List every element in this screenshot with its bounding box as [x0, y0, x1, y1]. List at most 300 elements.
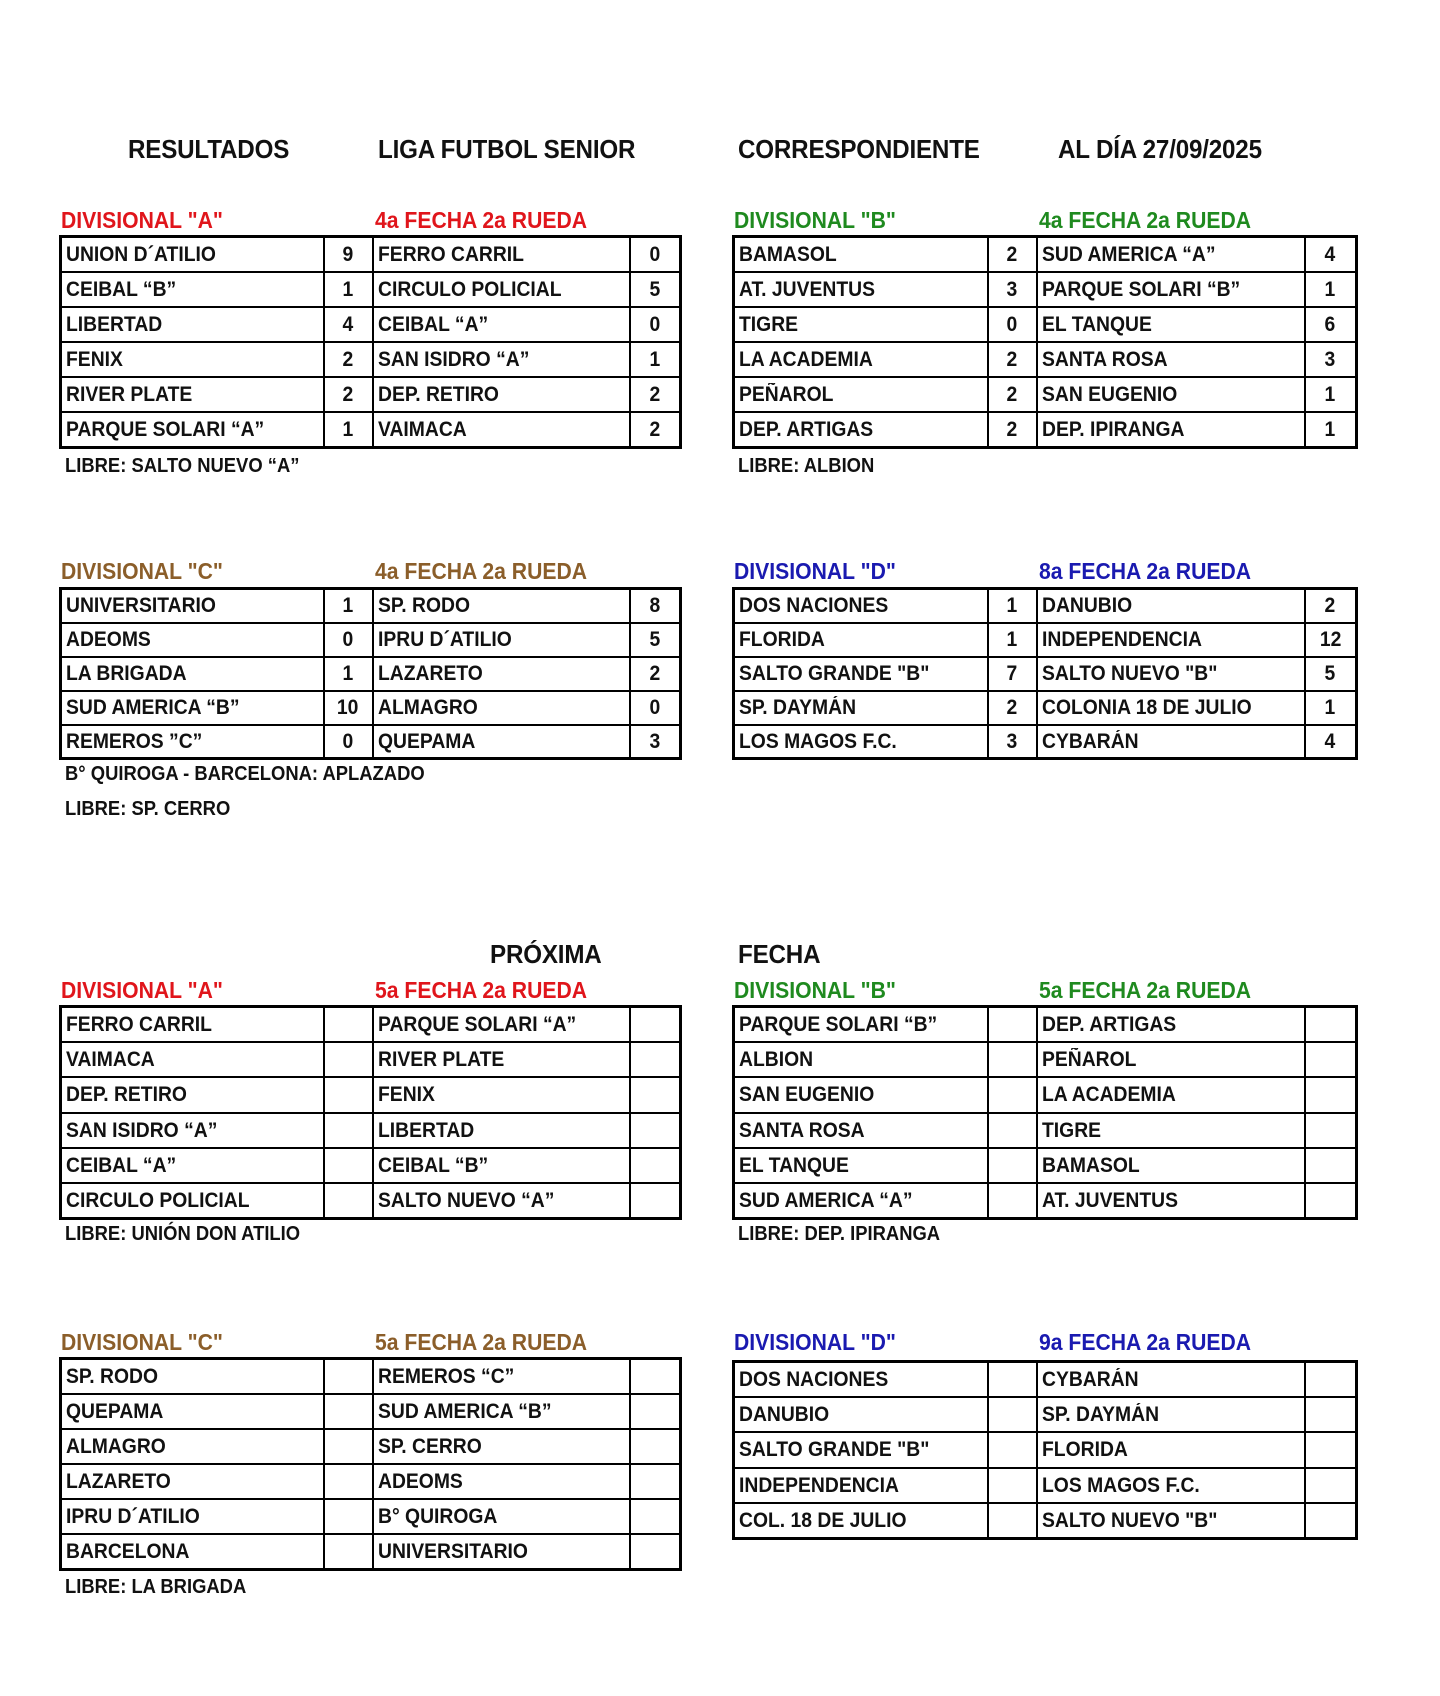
team-away: SP. CERRO: [377, 1434, 482, 1458]
score-home: 1: [1006, 594, 1018, 618]
team-away: SUD AMERICA “B”: [377, 1399, 552, 1423]
score-away: 6: [1324, 312, 1336, 336]
team-home-cell: [61, 342, 324, 377]
team-home-cell: [734, 1397, 988, 1432]
division-note: LIBRE: ALBION: [738, 455, 875, 477]
score-away-cell: [1305, 272, 1357, 307]
team-home: TIGRE: [739, 312, 799, 336]
team-away-cell: [1037, 657, 1305, 691]
round-label: 4a FECHA 2a RUEDA: [375, 207, 588, 233]
team-away: CYBARÁN: [1041, 729, 1139, 753]
score-home: 1: [1006, 628, 1018, 651]
team-home: BARCELONA: [66, 1539, 190, 1563]
team-away: SALTO NUEVO “A”: [377, 1189, 554, 1213]
team-home: ADEOMS: [66, 628, 151, 651]
score-away-cell: [630, 1464, 681, 1499]
division-note: LIBRE: SP. CERRO: [65, 798, 231, 820]
team-away: DEP. RETIRO: [377, 383, 499, 407]
team-home: RIVER PLATE: [66, 383, 193, 407]
score-away: 4: [1324, 729, 1336, 753]
team-home-cell: [734, 1362, 988, 1397]
score-away-cell: [630, 272, 681, 307]
score-home-cell: [324, 412, 373, 447]
team-home-cell: [734, 307, 988, 342]
division-note: LIBRE: DEP. IPIRANGA: [738, 1223, 941, 1245]
team-away-cell: [373, 1042, 630, 1077]
team-home-cell: [61, 377, 324, 412]
team-home: DOS NACIONES: [739, 1367, 889, 1391]
team-home: SP. RODO: [66, 1364, 158, 1388]
team-home: UNION D´ATILIO: [66, 242, 216, 266]
team-home: AT. JUVENTUS: [739, 277, 875, 301]
team-home-cell: [61, 412, 324, 447]
fixtures-div-b-table: [732, 1005, 1358, 1220]
team-home-cell: [734, 1432, 988, 1467]
team-away-cell: [373, 1429, 630, 1464]
team-home-cell: [734, 377, 988, 412]
score-away-cell: [1305, 1468, 1357, 1503]
team-away-cell: [1037, 1432, 1305, 1467]
team-away: LA ACADEMIA: [1041, 1083, 1176, 1107]
match-row: [61, 623, 681, 657]
score-away: 0: [649, 312, 661, 336]
score-home-cell: [988, 589, 1037, 623]
match-row: [61, 1429, 681, 1464]
score-home: 10: [337, 696, 359, 719]
score-away: 12: [1319, 628, 1341, 651]
team-home-cell: [61, 272, 324, 307]
score-away-cell: [1305, 691, 1357, 725]
team-home: COL. 18 DE JULIO: [739, 1509, 907, 1532]
score-away-cell: [1305, 307, 1357, 342]
team-home-cell: [734, 1007, 988, 1042]
team-away-cell: [1037, 1503, 1305, 1538]
team-away: DEP. ARTIGAS: [1041, 1012, 1176, 1036]
team-away: CYBARÁN: [1041, 1367, 1139, 1391]
team-home: CEIBAL “A”: [66, 1154, 177, 1178]
score-away-cell: [1305, 1042, 1357, 1077]
team-home: SALTO GRANDE "B": [739, 1438, 930, 1462]
team-away: RIVER PLATE: [377, 1048, 504, 1072]
match-row: [734, 307, 1357, 342]
division-title: DIVISIONAL "B": [734, 977, 896, 1003]
team-away-cell: [373, 1499, 630, 1534]
score-home-cell: [988, 1503, 1037, 1538]
team-away-cell: [1037, 1183, 1305, 1218]
team-away: BAMASOL: [1041, 1154, 1140, 1178]
division-title: DIVISIONAL "C": [61, 1329, 223, 1355]
division-title: DIVISIONAL "C": [61, 558, 223, 584]
division-title: DIVISIONAL "A": [61, 207, 223, 233]
match-row: [61, 412, 681, 447]
score-home-cell: [324, 1534, 373, 1569]
score-away-cell: [630, 1499, 681, 1534]
score-away-cell: [1305, 1113, 1357, 1148]
team-away: EL TANQUE: [1041, 312, 1152, 336]
match-row: [61, 725, 681, 759]
team-home-cell: [734, 1468, 988, 1503]
team-home-cell: [734, 1183, 988, 1218]
score-away-cell: [1305, 725, 1357, 759]
team-home-cell: [61, 1113, 324, 1148]
score-home-cell: [988, 272, 1037, 307]
team-away-cell: [1037, 691, 1305, 725]
team-home: ALMAGRO: [66, 1434, 166, 1458]
team-home-cell: [734, 412, 988, 447]
header-date: AL DÍA 27/09/2025: [1058, 134, 1262, 164]
score-away: 4: [1324, 242, 1336, 266]
team-away-cell: [373, 1077, 630, 1112]
score-away-cell: [630, 307, 681, 342]
match-row: [61, 1464, 681, 1499]
match-row: [61, 1499, 681, 1534]
match-row: [61, 237, 681, 272]
team-away-cell: [373, 342, 630, 377]
score-home: 1: [342, 594, 354, 618]
team-home-cell: [734, 589, 988, 623]
score-home-cell: [324, 272, 373, 307]
team-away: QUEPAMA: [377, 729, 475, 753]
score-home-cell: [324, 307, 373, 342]
score-home-cell: [988, 1362, 1037, 1397]
score-home-cell: [988, 307, 1037, 342]
team-home-cell: [61, 1534, 324, 1569]
team-home: FLORIDA: [739, 628, 825, 651]
score-home-cell: [324, 623, 373, 657]
team-away: AT. JUVENTUS: [1041, 1189, 1178, 1213]
team-home: LOS MAGOS F.C.: [739, 729, 897, 753]
match-row: [734, 657, 1357, 691]
match-row: [61, 691, 681, 725]
team-home: EL TANQUE: [739, 1154, 849, 1178]
team-away-cell: [373, 307, 630, 342]
score-away: 1: [1324, 696, 1336, 719]
team-away: SP. DAYMÁN: [1041, 1403, 1159, 1427]
team-away-cell: [373, 1534, 630, 1569]
score-away-cell: [630, 623, 681, 657]
results-div-a-table: [59, 235, 682, 449]
score-away: 1: [1324, 383, 1336, 407]
team-home: VAIMACA: [66, 1048, 155, 1072]
team-away: FENIX: [377, 1083, 435, 1107]
team-away-cell: [373, 623, 630, 657]
team-home-cell: [734, 725, 988, 759]
team-away: PARQUE SOLARI “B”: [1041, 277, 1240, 301]
match-row: [61, 589, 681, 623]
team-home-cell: [61, 1394, 324, 1429]
team-away: DANUBIO: [1041, 594, 1132, 618]
score-away-cell: [1305, 657, 1357, 691]
team-away: SP. RODO: [377, 594, 470, 618]
team-home: CEIBAL “B”: [66, 277, 177, 301]
team-home-cell: [61, 1007, 324, 1042]
team-away-cell: [373, 589, 630, 623]
team-home-cell: [61, 725, 324, 759]
team-home: QUEPAMA: [66, 1399, 164, 1423]
team-away: DEP. IPIRANGA: [1041, 418, 1184, 442]
team-home: SUD AMERICA “A”: [739, 1189, 913, 1213]
score-away-cell: [1305, 623, 1357, 657]
match-row: [734, 412, 1357, 447]
score-away-cell: [1305, 1007, 1357, 1042]
team-home: DOS NACIONES: [739, 594, 889, 618]
score-away: 5: [1324, 662, 1336, 685]
team-home-cell: [734, 657, 988, 691]
team-home: BAMASOL: [739, 242, 837, 266]
score-home-cell: [324, 691, 373, 725]
match-row: [61, 1113, 681, 1148]
score-home: 2: [1006, 696, 1018, 719]
team-home: FENIX: [66, 348, 123, 372]
score-away: 5: [649, 277, 661, 301]
team-home: SUD AMERICA “B”: [66, 696, 240, 719]
score-home-cell: [324, 1499, 373, 1534]
match-row: [61, 377, 681, 412]
match-row: [61, 657, 681, 691]
score-home-cell: [324, 725, 373, 759]
score-home: 2: [1006, 418, 1018, 442]
score-home: 2: [342, 383, 354, 407]
score-away: 2: [649, 383, 661, 407]
team-away: COLONIA 18 DE JULIO: [1041, 696, 1252, 719]
team-home: ALBION: [739, 1048, 814, 1072]
score-away: 1: [1324, 277, 1336, 301]
match-row: [61, 1359, 681, 1394]
team-home: SP. DAYMÁN: [739, 696, 857, 719]
score-away-cell: [630, 1429, 681, 1464]
fixtures-div-c-table: [59, 1357, 682, 1571]
team-away: SALTO NUEVO "B": [1041, 662, 1217, 685]
score-away-cell: [1305, 237, 1357, 272]
team-away-cell: [373, 377, 630, 412]
team-away-cell: [373, 1113, 630, 1148]
score-away: 2: [649, 418, 661, 442]
score-away-cell: [1305, 1503, 1357, 1538]
match-row: [734, 1148, 1357, 1183]
team-home: FERRO CARRIL: [66, 1012, 212, 1036]
team-home-cell: [734, 342, 988, 377]
team-away: CEIBAL “B”: [377, 1154, 488, 1178]
score-away-cell: [630, 342, 681, 377]
score-home-cell: [988, 1432, 1037, 1467]
match-row: [61, 1007, 681, 1042]
score-home-cell: [324, 237, 373, 272]
team-home: PEÑAROL: [739, 383, 834, 407]
team-away: SUD AMERICA “A”: [1041, 242, 1216, 266]
score-home-cell: [988, 412, 1037, 447]
team-home: LA BRIGADA: [66, 662, 187, 685]
team-home-cell: [734, 237, 988, 272]
team-home: INDEPENDENCIA: [739, 1473, 899, 1497]
score-home-cell: [988, 1183, 1037, 1218]
score-home: 9: [342, 242, 354, 266]
match-row: [61, 1077, 681, 1112]
match-row: [734, 1042, 1357, 1077]
score-home-cell: [324, 1464, 373, 1499]
match-row: [61, 342, 681, 377]
score-home: 2: [1006, 242, 1018, 266]
score-home-cell: [324, 1183, 373, 1218]
team-home-cell: [734, 272, 988, 307]
score-away-cell: [630, 1183, 681, 1218]
team-away: CIRCULO POLICIAL: [377, 277, 562, 301]
team-away-cell: [1037, 725, 1305, 759]
next-round-heading-2: FECHA: [738, 939, 821, 969]
round-label: 4a FECHA 2a RUEDA: [1039, 207, 1252, 233]
score-away: 0: [649, 696, 661, 719]
team-away-cell: [1037, 1113, 1305, 1148]
team-away: SALTO NUEVO "B": [1041, 1509, 1217, 1532]
match-row: [734, 377, 1357, 412]
score-away-cell: [630, 1007, 681, 1042]
team-home: SAN ISIDRO “A”: [66, 1118, 218, 1142]
score-home-cell: [988, 1077, 1037, 1112]
team-away-cell: [1037, 623, 1305, 657]
division-note: LIBRE: LA BRIGADA: [65, 1576, 247, 1598]
team-home-cell: [61, 1499, 324, 1534]
match-row: [734, 272, 1357, 307]
team-home: SANTA ROSA: [739, 1118, 865, 1142]
team-home-cell: [61, 1077, 324, 1112]
team-away: REMEROS “C”: [377, 1364, 514, 1388]
match-row: [734, 1007, 1357, 1042]
team-home-cell: [61, 307, 324, 342]
score-home-cell: [988, 1148, 1037, 1183]
score-away-cell: [630, 1394, 681, 1429]
score-home-cell: [324, 1007, 373, 1042]
team-home: LIBERTAD: [66, 312, 163, 336]
team-away: PARQUE SOLARI “A”: [377, 1012, 576, 1036]
match-row: [734, 691, 1357, 725]
match-row: [61, 1042, 681, 1077]
team-home: SAN EUGENIO: [739, 1083, 875, 1107]
score-away: 1: [1324, 418, 1336, 442]
team-away: FLORIDA: [1041, 1438, 1128, 1462]
match-row: [61, 1148, 681, 1183]
match-row: [734, 342, 1357, 377]
score-away-cell: [1305, 377, 1357, 412]
team-home-cell: [734, 1148, 988, 1183]
team-away-cell: [1037, 1007, 1305, 1042]
score-home-cell: [324, 342, 373, 377]
match-row: [734, 1468, 1357, 1503]
score-home: 1: [342, 277, 354, 301]
fixtures-div-a-table: [59, 1005, 682, 1220]
team-away: ADEOMS: [377, 1469, 463, 1493]
round-label: 9a FECHA 2a RUEDA: [1039, 1329, 1252, 1355]
team-away-cell: [373, 237, 630, 272]
team-away-cell: [1037, 1468, 1305, 1503]
score-away-cell: [1305, 1432, 1357, 1467]
score-away-cell: [1305, 1148, 1357, 1183]
team-home: CIRCULO POLICIAL: [66, 1189, 250, 1213]
division-title: DIVISIONAL "A": [61, 977, 223, 1003]
team-home-cell: [61, 1359, 324, 1394]
team-home-cell: [734, 1042, 988, 1077]
score-away-cell: [1305, 1362, 1357, 1397]
division-note: LIBRE: SALTO NUEVO “A”: [65, 455, 300, 477]
score-home: 3: [1006, 729, 1018, 753]
team-home: IPRU D´ATILIO: [66, 1504, 200, 1528]
team-away-cell: [1037, 342, 1305, 377]
fixtures-div-d-table: [732, 1360, 1358, 1540]
team-away-cell: [373, 657, 630, 691]
match-row: [61, 1534, 681, 1569]
score-away-cell: [1305, 412, 1357, 447]
team-home-cell: [61, 237, 324, 272]
team-away: UNIVERSITARIO: [377, 1539, 528, 1563]
round-label: 5a FECHA 2a RUEDA: [375, 1329, 588, 1355]
team-away: LIBERTAD: [377, 1118, 474, 1142]
team-home-cell: [61, 1042, 324, 1077]
team-home: DANUBIO: [739, 1403, 830, 1427]
score-home-cell: [988, 1468, 1037, 1503]
score-away: 3: [1324, 348, 1336, 372]
score-home-cell: [988, 377, 1037, 412]
team-away: SAN ISIDRO “A”: [377, 348, 529, 372]
score-home: 0: [342, 729, 354, 753]
team-away: IPRU D´ATILIO: [377, 628, 512, 651]
results-div-d-table: [732, 587, 1358, 760]
match-row: [61, 272, 681, 307]
team-away-cell: [373, 1394, 630, 1429]
team-away-cell: [1037, 1148, 1305, 1183]
score-home-cell: [988, 1007, 1037, 1042]
score-away-cell: [1305, 589, 1357, 623]
score-home-cell: [988, 691, 1037, 725]
score-home-cell: [324, 377, 373, 412]
score-home-cell: [988, 1042, 1037, 1077]
score-away-cell: [630, 1042, 681, 1077]
team-home-cell: [734, 691, 988, 725]
score-away-cell: [630, 1534, 681, 1569]
score-away-cell: [630, 589, 681, 623]
team-home-cell: [61, 1429, 324, 1464]
team-away: PEÑAROL: [1041, 1048, 1136, 1072]
division-note: B° QUIROGA - BARCELONA: APLAZADO: [65, 763, 425, 785]
results-div-c-table: [59, 587, 682, 760]
score-home-cell: [988, 725, 1037, 759]
score-home-cell: [324, 1394, 373, 1429]
score-home-cell: [324, 1429, 373, 1464]
match-row: [734, 1183, 1357, 1218]
team-away-cell: [1037, 1042, 1305, 1077]
team-away: VAIMACA: [377, 418, 467, 442]
score-home: 3: [1006, 277, 1018, 301]
score-home: 4: [342, 312, 354, 336]
team-home: SALTO GRANDE "B": [739, 662, 930, 685]
team-away-cell: [1037, 377, 1305, 412]
team-home-cell: [61, 623, 324, 657]
team-away-cell: [1037, 237, 1305, 272]
score-away: 3: [649, 729, 661, 753]
score-home-cell: [324, 1042, 373, 1077]
team-home-cell: [734, 1503, 988, 1538]
team-away: SAN EUGENIO: [1041, 383, 1177, 407]
division-title: DIVISIONAL "D": [734, 558, 896, 584]
team-away: SANTA ROSA: [1041, 348, 1168, 372]
score-home: 1: [342, 418, 354, 442]
division-title: DIVISIONAL "B": [734, 207, 896, 233]
match-row: [734, 725, 1357, 759]
score-away: 2: [1324, 594, 1336, 618]
header-resultados: RESULTADOS: [128, 134, 290, 164]
team-away-cell: [1037, 1077, 1305, 1112]
score-away-cell: [630, 377, 681, 412]
match-row: [61, 1183, 681, 1218]
team-away: CEIBAL “A”: [377, 312, 488, 336]
score-home: 2: [1006, 348, 1018, 372]
